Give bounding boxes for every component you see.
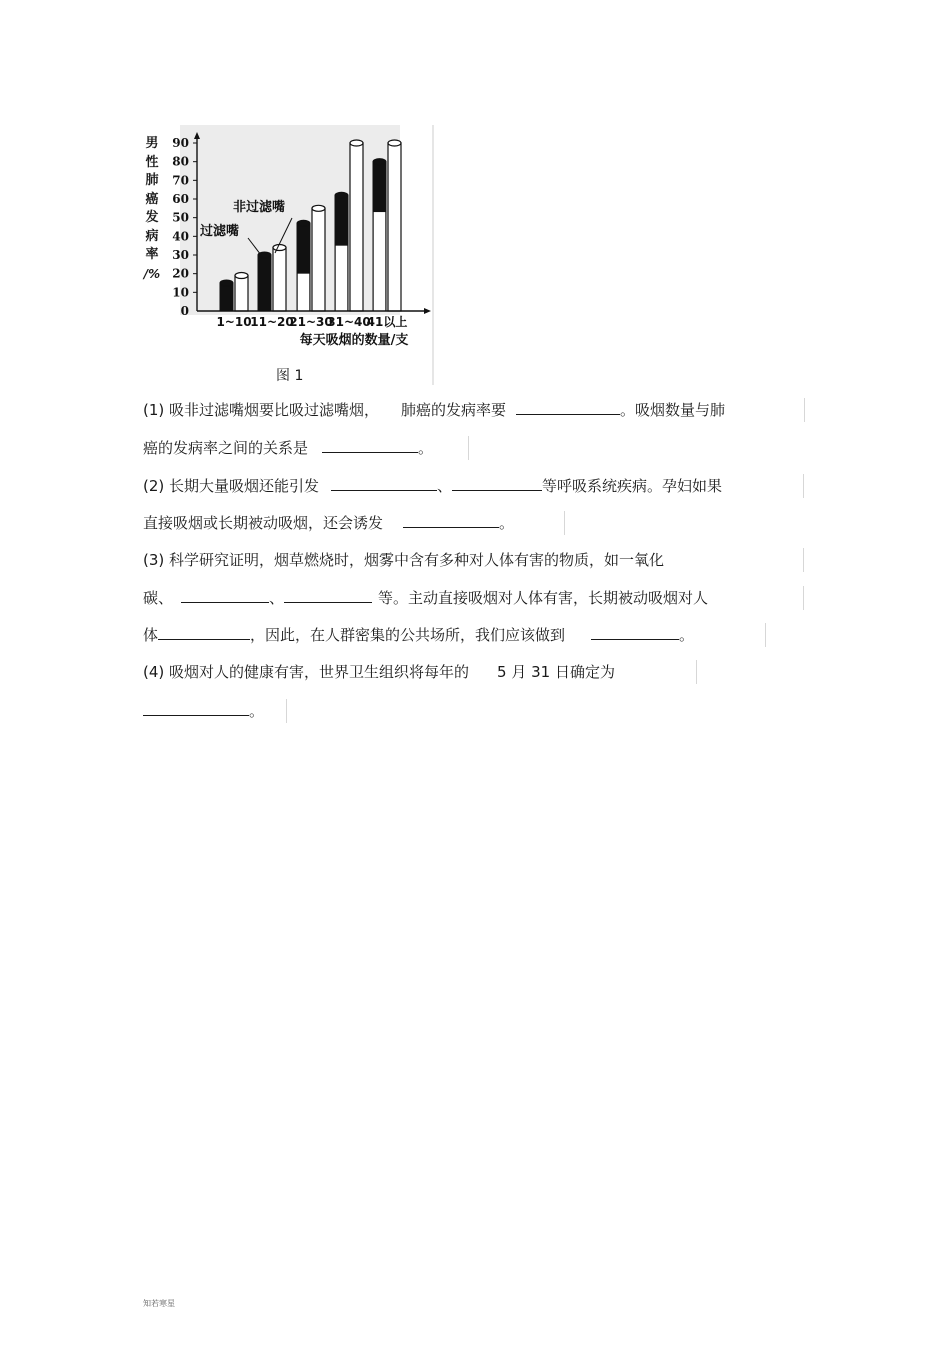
- x-tick-label: 41以上: [366, 315, 408, 329]
- text-box-edge: [468, 436, 469, 460]
- text-box-edge: [286, 699, 287, 723]
- text-box-edge: [803, 474, 804, 498]
- q2-text-a: (2) 长期大量吸烟还能引发: [143, 477, 320, 495]
- q3-blank-2[interactable]: [284, 588, 372, 603]
- y-tick-label: 60: [172, 192, 189, 206]
- q3-text-b: 碳、: [143, 589, 174, 607]
- x-axis-title: 每天吸烟的数量/支: [299, 333, 409, 348]
- x-tick-label: 31~40: [327, 315, 371, 329]
- series-label-unfiltered: 非过滤嘴: [233, 200, 286, 215]
- x-tick-label: 11~20: [250, 315, 294, 329]
- bar-unfiltered-cap: [235, 273, 248, 279]
- q1-blank-2[interactable]: [322, 438, 418, 453]
- bar-chart: [140, 125, 436, 385]
- bar-unfiltered: [273, 248, 286, 311]
- bar-filtered-cap: [220, 280, 233, 286]
- q3-line-2: [143, 588, 708, 608]
- y-tick-label: 80: [172, 154, 189, 169]
- q1-line-2: [143, 438, 433, 458]
- q3-text-c: 、: [269, 589, 285, 607]
- q1-text-d: 癌的发病率之间的关系是: [143, 439, 309, 457]
- q2-text-c: 等呼吸系统疾病。孕妇如果: [542, 477, 723, 495]
- q4-text-b: 5 月 31 日确定为: [497, 663, 615, 681]
- q4-line-1: [143, 662, 615, 682]
- q3-text-d: 等。主动直接吸烟对人体有害，长期被动吸烟对人: [378, 589, 709, 607]
- figure-1: [140, 125, 436, 385]
- q2-blank-2[interactable]: [452, 476, 542, 491]
- bar-unfiltered: [312, 208, 325, 311]
- y-tick-label: 30: [172, 248, 189, 262]
- bar-unfiltered-cap: [388, 140, 401, 146]
- q2-line-1: [143, 476, 722, 496]
- bar-unfiltered-cap: [273, 245, 286, 251]
- y-tick-label: 50: [172, 210, 189, 225]
- q2-blank-3[interactable]: [403, 513, 499, 528]
- bar-filtered-white-part: [374, 212, 386, 310]
- bar-unfiltered: [388, 143, 401, 311]
- bar-unfiltered: [350, 143, 363, 311]
- series-label-filtered: 过滤嘴: [200, 224, 240, 239]
- y-label-char: 癌: [145, 191, 159, 207]
- y-tick-label: 90: [172, 136, 189, 150]
- q3-blank-1[interactable]: [181, 588, 269, 603]
- bar-unfiltered: [235, 276, 248, 311]
- q4-text-c: 。: [249, 702, 265, 720]
- text-box-edge: [804, 398, 805, 422]
- q3-blank-4[interactable]: [591, 625, 679, 640]
- y-label-char: 肺: [145, 173, 159, 188]
- q1-line-1: [143, 400, 725, 420]
- y-label-char: 发: [145, 210, 159, 225]
- q1-blank-1[interactable]: [516, 400, 620, 415]
- y-tick-label: 40: [172, 229, 189, 244]
- text-box-edge: [803, 586, 804, 610]
- bar-unfiltered-cap: [312, 205, 325, 211]
- q4-text-a: (4) 吸烟对人的健康有害，世界卫生组织将每年的: [143, 663, 470, 681]
- y-tick-label: 10: [172, 285, 189, 300]
- q3-line-3: [143, 625, 694, 645]
- q3-text-f: ，因此，在人群密集的公共场所，我们应该做到: [250, 626, 566, 644]
- text-box-edge: [765, 623, 766, 647]
- q1-text-b: 肺癌的发病率要: [401, 401, 507, 419]
- x-tick-label: 21~30: [289, 315, 333, 329]
- q1-text-c: 。吸烟数量与肺: [620, 401, 726, 419]
- y-axis-label: [142, 135, 162, 283]
- text-box-edge: [564, 511, 565, 535]
- y-label-char: 率: [145, 247, 159, 262]
- q3-line-1: [143, 550, 664, 570]
- bar-filtered-white-part: [336, 246, 348, 311]
- x-axis-arrow: [424, 308, 431, 314]
- text-box-edge: [803, 548, 804, 572]
- q1-text-a: (1) 吸非过滤嘴烟要比吸过滤嘴烟，: [143, 401, 380, 419]
- y-tick-label: 0: [180, 304, 189, 318]
- bar-filtered-cap: [373, 159, 386, 165]
- q3-text-g: 。: [679, 626, 695, 644]
- y-label-char: /%: [143, 266, 161, 281]
- q2-line-2: [143, 513, 514, 533]
- bar-filtered-cap: [297, 220, 310, 226]
- q2-text-e: 。: [499, 514, 515, 532]
- y-tick-label: 20: [172, 266, 189, 281]
- y-tick-label: 70: [172, 173, 189, 188]
- q1-text-e: 。: [418, 439, 434, 457]
- bar-filtered-cap: [335, 192, 348, 198]
- q4-line-2: [143, 701, 264, 721]
- q2-text-d: 直接吸烟或长期被动吸烟，还会诱发: [143, 514, 384, 532]
- bar-filtered: [258, 255, 271, 311]
- footer-note: 知若寒星: [143, 1299, 175, 1308]
- q4-blank-1[interactable]: [143, 701, 249, 716]
- y-label-char: 病: [145, 228, 159, 244]
- q2-text-b: 、: [437, 477, 453, 495]
- text-box-edge: [696, 660, 697, 684]
- q2-blank-1[interactable]: [331, 476, 437, 491]
- q3-blank-3[interactable]: [158, 625, 250, 640]
- bar-filtered-white-part: [298, 274, 310, 311]
- y-label-char: 性: [145, 154, 159, 170]
- bar-filtered: [220, 283, 233, 311]
- y-label-char: 男: [145, 136, 159, 151]
- x-tick-label: 1~10: [216, 315, 252, 329]
- chart-background: [180, 125, 400, 315]
- q3-text-e: 体: [143, 626, 159, 644]
- q3-text-a: (3) 科学研究证明，烟草燃烧时，烟雾中含有多种对人体有害的物质，如一氧化: [143, 551, 665, 569]
- bar-unfiltered-cap: [350, 140, 363, 146]
- figure-caption: 图 1: [276, 368, 304, 384]
